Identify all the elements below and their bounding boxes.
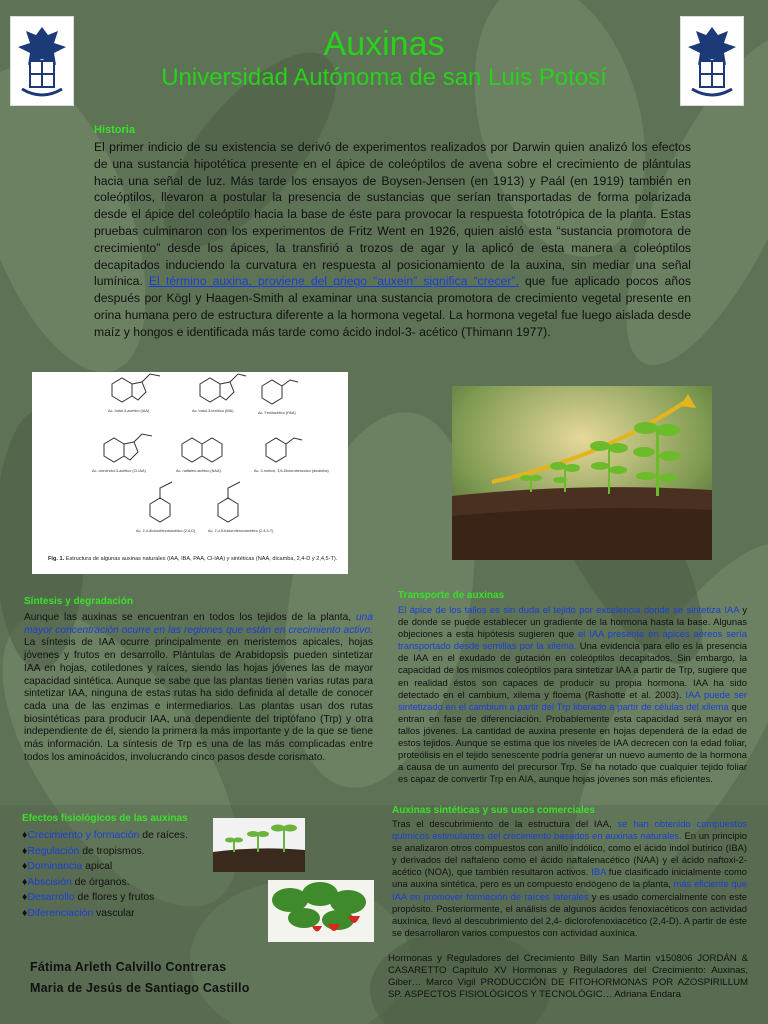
structure-label: Ac. naftalen-acético (NAA) <box>176 469 221 473</box>
transporte-text: El ápice de los tallos es sin duda el tejido por excelencia donde se sintetiza IAA y de donde se puede establecer un gradiente de la hormona hasta la base. Algunas objeciones a esta hipótesis sugieren que el IAA presente en ápices aéreos sería transportado desde semillas por la xilema. Una evidencia para ello es la presencia de IAA en el exudado de gutación en coleóptilos decapitados. Sin embargo, la capacidad de los mismos coleóptilos para sintetizar IAA a partir de Trp, sugiere que en realidad éstos son capaces de producir su propia hormona. IAA ha sido detectado en el cambium, xilema y floema (Rashotte et al. 2003). IAA puede ser sintetizado en el cambium a partir del Trp liberado a partir de células del xilema que entran en fase de diferenciación. Probablemente esta capacidad será mayor en tallos jóvenes. La cantidad de auxina presente en hojas dependerá de la edad de estos tejidos. Aunque se estima que los niveles de IAA decrecen con la edad foliar, proteólisis en el tejido senescente podría generar un nuevo aumento de la hormona a causa de un aumento del precursor Trp. Se ha notado que cualquier tejido foliar es capaz de convertir Trp en AIA, aunque hojas jóvenes son más eficientes. <box>398 604 748 785</box>
references-text: Hormonas y Reguladores del Crecimiento Billy San Martin v150806 JORDÁN & CASARETTO Capítulo XV Hormonas y Reguladores del Crecimiento: Auxinas, Giber… Marco Vigil PRODUCCIÓN DE FITOHORMONAS POR AZOSPIRILLUM SP. ASPECTOS FISIOLÓGICOS Y TECNOLÓGIC… Adriana Endara <box>388 953 748 1001</box>
historia-heading: Historia <box>94 124 135 136</box>
list-item: ♦Crecimiento y formación de raíces. <box>22 830 188 841</box>
sintesis-heading: Síntesis y degradación <box>24 596 133 607</box>
figure-caption: Fig. 1. Estructura de algunas auxinas naturales (IAA, IBA, PAA, Cl-IAA) y sintéticas (NAA, dicamba, 2,4-D y 2,4,5-T). <box>48 556 338 562</box>
seedlings-growth-image <box>452 386 712 560</box>
historia-paragraph: El primer indicio de su existencia se derivó de experimentos realizados por Darwin quien analizó los efectos de una sustancia hipotética presente en el ápice de coleóptilos de avena sobre el crecimiento de plántulas hacia una señal de luz. Más tarde los ensayos de Boysen-Jensen (en 1913) y Paál (en 1919) también en coleóptilos, llevaron a postular la presencia de sustancias que serían transportadas de forma polarizada desde el ápice del coleóptilo hacia la base de éste para provocar la respuesta fototrópica de la planta. Estas pruebas culminaron con los experimentos de Fritz Went en 1926, quien aisló esta “sustancia promotora de crecimiento” desde los ápices, la transfirió a trozos de agar y la aplicó de esta manera a coleóptilos decapitados induciendo la curvatura en respuesta al posicionamiento de la auxina, sin mediar una señal lumínica. <box>94 140 691 289</box>
historia-paragraph-2: que fue aplicado pocos años después por Kögl y Haagen-Smith al examinar una sustancia promotora de crecimiento vegetal presente en orina humana pero de estructura diferente a la hormona vegetal. La hormona vegetal fue luego aislada desde maíz y hongos e identificada más tarde como ácido indol-3- acético (Thimann 1977). <box>94 274 691 339</box>
seedlings-soil-photo <box>213 818 305 872</box>
strawberry-image <box>268 880 374 942</box>
list-item: ♦Desarrollo de flores y frutos <box>22 892 155 904</box>
list-item: ♦Diferenciación vascular <box>22 907 135 919</box>
auxina-etymology-link[interactable]: El término auxina, proviene del griego “auxein” significa “crecer”, <box>148 274 519 289</box>
list-item: ♦Abscisión de órganos. <box>22 876 130 888</box>
list-item: ♦Dominancia apical <box>22 861 113 873</box>
structure-label: Ac. Fenilacético (PAA) <box>258 411 296 415</box>
structure-label: Ac. 2,4,5-triclorofenoxiacético (2,4,5-T) <box>208 529 274 533</box>
chemical-structures-diagram <box>32 372 348 552</box>
structure-label: Ac. Indol-3-acético (IAA) <box>108 409 150 413</box>
structure-label: Ac. 2-metoxi, 3,6-Diclorobenzoico (dicamba) <box>254 469 329 473</box>
structure-label: Ac. clorcindol-3-acético (Cl-IAA) <box>92 469 146 473</box>
sinteticas-heading: Auxinas sintéticas y sus usos comerciales <box>392 805 595 816</box>
eagle-crest-icon <box>684 21 740 101</box>
efectos-heading: Efectos fisiológicos de las auxinas <box>22 813 188 824</box>
auxin-structures-figure <box>32 372 348 574</box>
transporte-heading: Transporte de auxinas <box>398 590 505 601</box>
seedlings-image <box>213 818 305 872</box>
structure-label: Ac. Indol-3-butírico (IBA) <box>192 409 234 413</box>
author-name: Maria de Jesús de Santiago Castillo <box>30 981 250 995</box>
historia-text <box>94 139 691 341</box>
structure-label: Ac. 2,4-diclorofenoxiacético (2,4-D) <box>136 529 196 533</box>
efectos-list <box>22 828 222 922</box>
list-item: ♦Regulación de tropismos. <box>22 845 145 857</box>
university-logo-right <box>680 16 744 106</box>
poster-subtitle: Universidad Autónoma de san Luis Potosí <box>161 64 607 91</box>
plant-growth-photo <box>452 386 712 560</box>
authors-block <box>30 957 350 999</box>
eagle-crest-icon <box>14 21 70 101</box>
author-name: Fátima Arleth Calvillo Contreras <box>30 960 227 974</box>
sintesis-text: Aunque las auxinas se encuentran en todos los tejidos de la planta, una mayor concentración ocurre en las regiones que están en crecimiento activo. La síntesis de IAA ocurre principalmente en meristemos apicales, hojas jóvenes y frutos en desarrollo. Plántulas de Arabidopsis pueden sintetizar IAA en hojas, cotiledones y raíces, siendo las hojas jóvenes las de mayor capacidad sintética. Aunque se sabe que las plantas tienen varias rutas para sintetizar IAA, ninguna de estas rutas ha sido definida al detalle de conocer cada una de las enzimas e intermediarios. Las plantas usan dos rutas biosintéticas para producir IAA, una dependiente del triptófano (Trp) y otra independiente de él, siendo la primera la más importante y de la que se tiene más información. La síntesis de Trp es una de las más complicadas entre todos los aminoácidos, involucrando cinco pasos desde corismato. <box>24 612 373 763</box>
strawberry-plant-photo <box>268 880 374 942</box>
poster-title: Auxinas <box>323 25 445 63</box>
university-logo-left <box>10 16 74 106</box>
sinteticas-text: Tras el descubrimiento de la estructura del IAA, se han obtenido compuestos químicos estimulantes del crecimiento basados en auxinas naturales. En un principio se analizaron otros compuestos con anillo indólico, como el ácido indol butírico (IBA) y derivados del naftaleno como el ácido naftalenacético (NAA) y el ácido naftoxi-2-acético (NOA), que también resultaron activos. IBA fue clasificado inicialmente como una auxina sintética, pero es un compuesto endógeno de la planta, más eficiente que IAA en promover formación de raíces laterales y es usado comercialmente con este propósito. Posteriormente, el análisis de algunos ácidos fenoxiacéticos con actividad auxínica, llevó al descubrimiento del 2,4- diclorofenoxiacético (2,4-D). A partir de éste se desarrollaron varios compuestos con actividad auxínica. <box>392 818 748 938</box>
